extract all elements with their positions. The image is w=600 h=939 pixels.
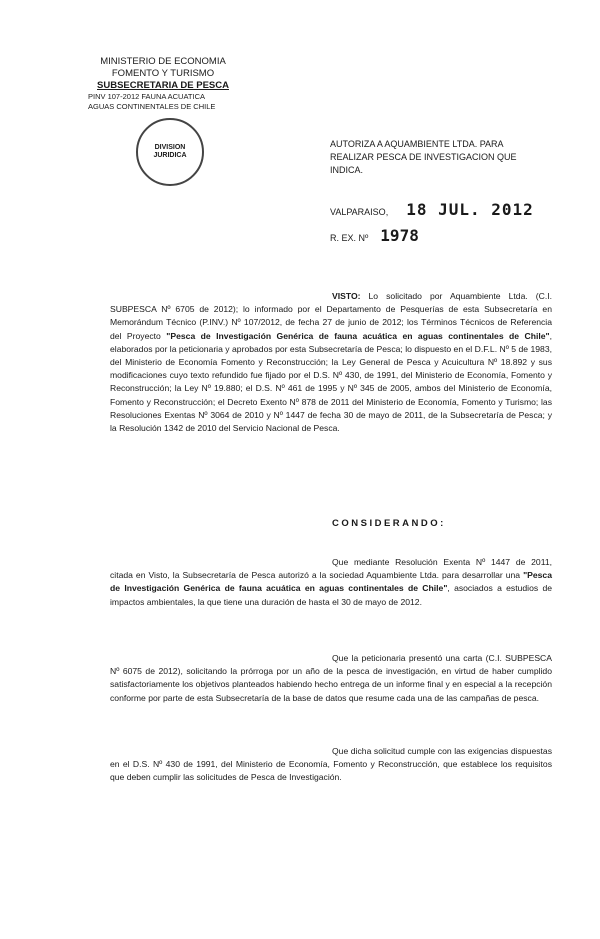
considerando-paragraph-2: [110, 652, 552, 705]
date-stamp: 18 JUL. 2012: [406, 200, 534, 219]
p1-text-a: Que mediante Resolución Exenta Nº 1447 de 2011, citada en Visto, la Subsecretaría de Pesca autorizó a la sociedad Aquambiente Ltda. para desarrollar una: [110, 557, 552, 581]
letterhead: [88, 56, 238, 112]
date-label: VALPARAISO,: [330, 207, 389, 217]
considerando-paragraph-3: [110, 745, 552, 785]
resolution-number-line: [330, 226, 419, 245]
p2-text: Que la peticionaria presentó una carta (C.I. SUBPESCA Nº 6075 de 2012), solicitando la prórroga por un año de la pesca de investigación, en virtud de haber cumplido satisfactoriamente los objetivos planteados habiendo hecho entrega de un informe final y en especial a la recepción conforme por parte de esta Subsecretaría de la base de datos que resume cada una de las campañas de pesca.: [110, 653, 552, 703]
ministry-subtitle: FOMENTO Y TURISMO: [111, 68, 215, 79]
date-line: [330, 200, 534, 219]
considerando-heading: CONSIDERANDO:: [332, 518, 446, 529]
resolution-subject: AUTORIZA A AQUAMBIENTE LTDA. PARA REALIZAR PESCA DE INVESTIGACION QUE INDICA.: [330, 139, 517, 175]
file-reference-line1: PINV 107-2012 FAUNA ACUATICA: [88, 92, 205, 101]
p1-project-title: "Pesca de Investigación Genérica de fauna acuática en aguas continentales de Chile": [110, 570, 552, 594]
considerando-paragraph-1: [110, 556, 552, 609]
visto-text-a: Lo solicitado por Aquambiente Ltda. (C.I. SUBPESCA Nº 6705 de 2012); lo informado por el Departamento de Pesquerías de esta Subsecretaría en Memorándum Técnico (P.INV.) Nº 107/2012, de fecha 27 de junio de 2012; los Términos Técnicos de Referencia del Proyecto: [110, 291, 552, 341]
visto-text-b: , elaborados por la peticionaria y aprobados por esta Subsecretaría de Pesca; lo dispuesto en el D.F.L. Nº 5 de 1983, del Ministerio de Economía Fomento y Reconstrucción; la Ley General de Pesca y Acuicultura Nº 18.892 y sus modificaciones cuyo texto refundido fue fijado por el D.S. Nº 430, de 1991, del Ministerio de Economía, Fomento y Reconstrucción; la Ley Nº 19.880; el D.S. Nº 461 de 1995 y Nº 345 de 2005, ambos del Ministerio de Economía, Fomento y Reconstrucción; el Decreto Exento Nº 878 de 2011 del Ministerio de Economía, Fomento y Turismo; las Resoluciones Exentas Nº 3064 de 2010 y Nº 1447 de fecha 30 de mayo de 2011, de la Subsecretaría de Pesca; y la Resolución 1342 de 2010 del Servicio Nacional de Pesca.: [110, 330, 552, 434]
visto-lead: VISTO:: [332, 291, 361, 301]
resolution-label: R. EX. Nº: [330, 233, 369, 243]
file-reference-line2: AGUAS CONTINENTALES DE CHILE: [88, 102, 216, 111]
resolution-number: 1978: [380, 226, 419, 245]
subsecretaria-name: SUBSECRETARIA DE PESCA: [97, 80, 229, 91]
p1-text-b: , asociados a estudios de impactos ambientales, la que tiene una duración de hasta el 30 de mayo de 2012.: [110, 583, 552, 607]
ministry-name: MINISTERIO DE ECONOMIA: [100, 56, 226, 67]
stamp-text: DIVISION JURIDICA: [153, 144, 187, 159]
division-juridica-stamp: [136, 118, 204, 186]
visto-paragraph: [110, 290, 552, 435]
visto-project-title: "Pesca de Investigación Genérica de fauna acuática en aguas continentales de Chile": [166, 330, 550, 341]
p3-text: Que dicha solicitud cumple con las exigencias dispuestas en el D.S. Nº 430 de 1991, del Ministerio de Economía, Fomento y Reconstrucción, que establece los requisitos que deben cumplir las solicitudes de Pesca de Investigación.: [110, 746, 552, 783]
